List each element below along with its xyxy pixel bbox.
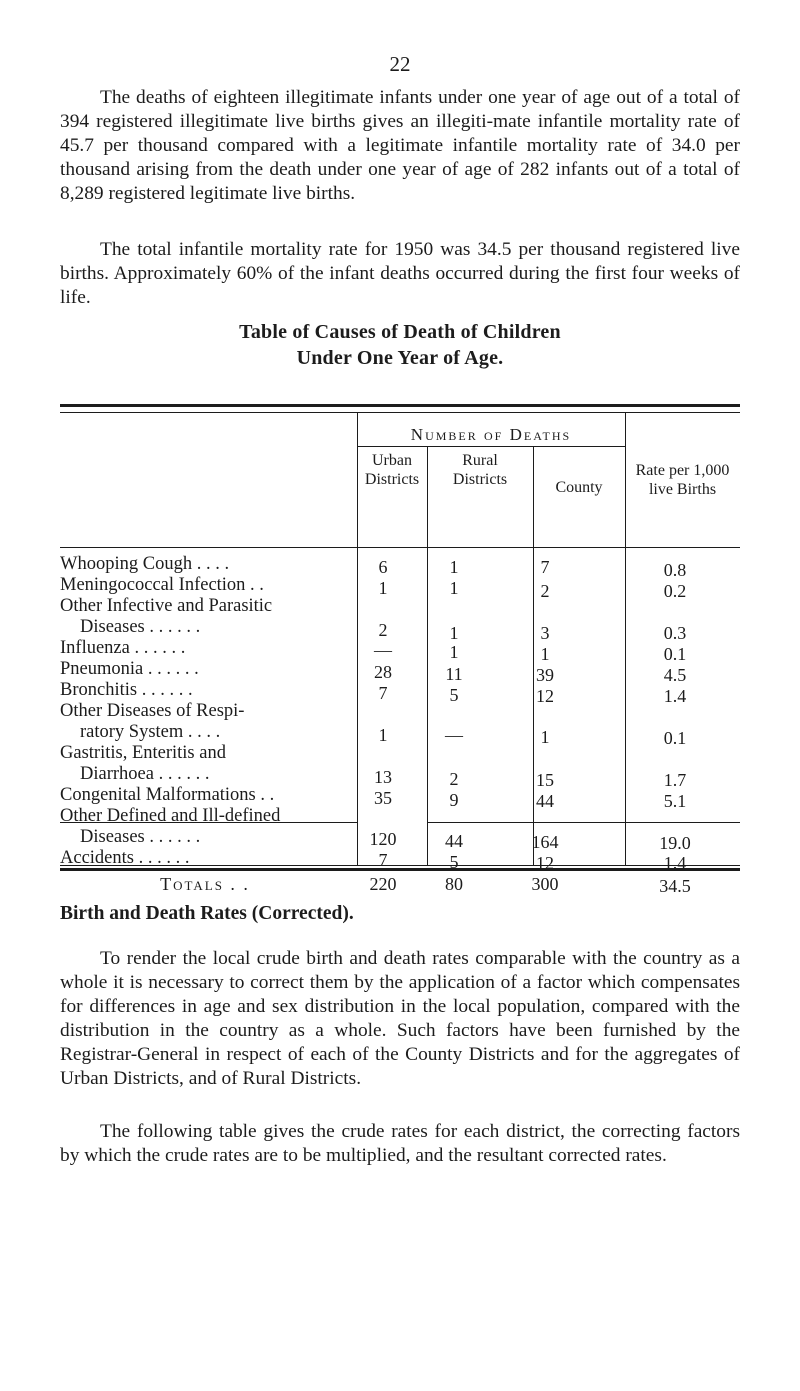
totals-label: Totals . . xyxy=(160,874,250,894)
cell-rural: 1 xyxy=(449,642,459,662)
cell-rate: 1.4 xyxy=(663,853,687,873)
cell-rate: 1.4 xyxy=(663,686,687,706)
cell-rate: 0.1 xyxy=(663,728,687,748)
row-label-other-infective-cont: Diseases . . . . . . xyxy=(80,617,201,637)
cell-rural: 5 xyxy=(449,852,459,872)
table-top-rule xyxy=(60,404,740,407)
cell-rural: 1 xyxy=(449,623,459,643)
cell-urban: 6 xyxy=(378,557,388,577)
header-urban-districts: Urban Districts xyxy=(364,452,420,488)
row-label-bronchitis: Bronchitis . . . . . . xyxy=(60,680,193,700)
header-rate-per-1000: Rate per 1,000 live Births xyxy=(635,462,730,498)
cell-urban: 7 xyxy=(378,850,388,870)
cell-urban: 1 xyxy=(378,725,388,745)
cell-urban: 13 xyxy=(374,767,392,787)
header-rural-districts: Rural Districts xyxy=(452,452,508,488)
cell-county: 12 xyxy=(536,853,554,873)
cell-rural: 1 xyxy=(449,578,459,598)
totals-rural: 80 xyxy=(445,874,463,894)
cell-urban: 1 xyxy=(378,578,388,598)
cell-rural: 1 xyxy=(449,557,459,577)
row-label-gastritis: Gastritis, Enteritis and xyxy=(60,743,226,763)
cell-urban: 28 xyxy=(374,662,392,682)
cell-rate: 4.5 xyxy=(663,665,687,685)
row-label-whooping-cough: Whooping Cough . . . . xyxy=(60,554,230,574)
paragraph-illegitimate-mortality: The deaths of eighteen illegitimate infants under one year of age out of a total of 394 registered illegitimate live births gives an illegiti-mate infantile mortality rate of 45.7 per thousand compared with a legitimate infantile mortality rate of 34.0 per thousand arising from the death under one year of age of 282 infants out of a total of 8,289 registered legitimate live births. xyxy=(60,87,740,204)
cell-urban: 7 xyxy=(378,683,388,703)
cell-urban: — xyxy=(374,640,392,660)
cell-rate: 1.7 xyxy=(663,770,687,790)
cell-rural: 9 xyxy=(449,790,459,810)
row-label-other-infective: Other Infective and Parasitic xyxy=(60,596,273,616)
cell-rural: 5 xyxy=(449,685,459,705)
cell-rate: 0.8 xyxy=(663,560,687,580)
table-title: Table of Causes of Death of Children xyxy=(239,321,561,343)
table-top-rule-thin xyxy=(60,412,740,413)
cell-urban: 120 xyxy=(369,829,397,849)
cell-county: 164 xyxy=(531,832,559,852)
cell-rate: 19.0 xyxy=(659,833,691,853)
totals-rate: 34.5 xyxy=(659,876,691,896)
row-label-ill-defined-cont: Diseases . . . . . . xyxy=(80,827,201,847)
row-label-meningococcal: Meningococcal Infection . . xyxy=(60,575,264,595)
totals-county: 300 xyxy=(531,874,559,894)
row-label-influenza: Influenza . . . . . . xyxy=(60,638,186,658)
body-bottom-rule-right xyxy=(427,822,740,823)
cell-urban: 35 xyxy=(374,788,392,808)
cell-county: 1 xyxy=(540,727,550,747)
cell-county: 7 xyxy=(540,557,550,577)
cell-county: 39 xyxy=(536,665,554,685)
group-header-rule xyxy=(357,446,625,447)
cell-urban: 2 xyxy=(378,620,388,640)
row-label-respiratory: Other Diseases of Respi- xyxy=(60,701,245,721)
row-label-pneumonia: Pneumonia . . . . . . xyxy=(60,659,199,679)
row-label-gastritis-cont: Diarrhoea . . . . . . xyxy=(80,764,210,784)
cell-county: 15 xyxy=(536,770,554,790)
header-county: County xyxy=(555,479,603,496)
row-label-respiratory-cont: ratory System . . . . xyxy=(80,722,221,742)
page-number: 22 xyxy=(389,52,411,76)
cell-rural: — xyxy=(445,725,463,745)
row-label-congenital: Congenital Malformations . . xyxy=(60,785,275,805)
cell-rate: 0.2 xyxy=(663,581,687,601)
cell-county: 2 xyxy=(540,581,550,601)
header-number-of-deaths: Number of Deaths xyxy=(410,425,572,444)
table-subtitle: Under One Year of Age. xyxy=(296,347,504,369)
paragraph-following-table: The following table gives the crude rates for each district, the correcting factors by which the crude rates are to be multiplied, and the resultant corrected rates. xyxy=(60,1121,740,1166)
header-bottom-rule xyxy=(60,547,740,548)
cell-rural: 11 xyxy=(445,664,463,684)
cell-county: 1 xyxy=(540,644,550,664)
cell-rate: 5.1 xyxy=(663,791,687,811)
cell-rate: 0.1 xyxy=(663,644,687,664)
cell-rural: 44 xyxy=(445,831,463,851)
paragraph-total-mortality: The total infantile mortality rate for 1950 was 34.5 per thousand registered live births. Approximately 60% of the infant deaths occurred during the first four weeks of life. xyxy=(60,239,740,308)
cell-rate: 0.3 xyxy=(663,623,687,643)
row-label-accidents: Accidents . . . . . . xyxy=(60,848,190,868)
paragraph-correction-factors: To render the local crude birth and death rates comparable with the country as a whole it is necessary to correct them by the application of a factor which compensates for differences in age and sex distribution in the local population, compared with the distribution in the country as a whole. Such factors have been furnished by the Registrar-General in respect of each of the County Districts and for the aggregates of Urban Districts, and of Rural Districts. xyxy=(60,948,740,1089)
totals-urban: 220 xyxy=(369,874,397,894)
cell-rural: 2 xyxy=(449,769,459,789)
row-label-ill-defined: Other Defined and Ill-defined xyxy=(60,806,281,826)
section-heading: Birth and Death Rates (Corrected). xyxy=(60,903,354,924)
cell-county: 44 xyxy=(536,791,554,811)
cell-county: 12 xyxy=(536,686,554,706)
cell-county: 3 xyxy=(540,623,550,643)
